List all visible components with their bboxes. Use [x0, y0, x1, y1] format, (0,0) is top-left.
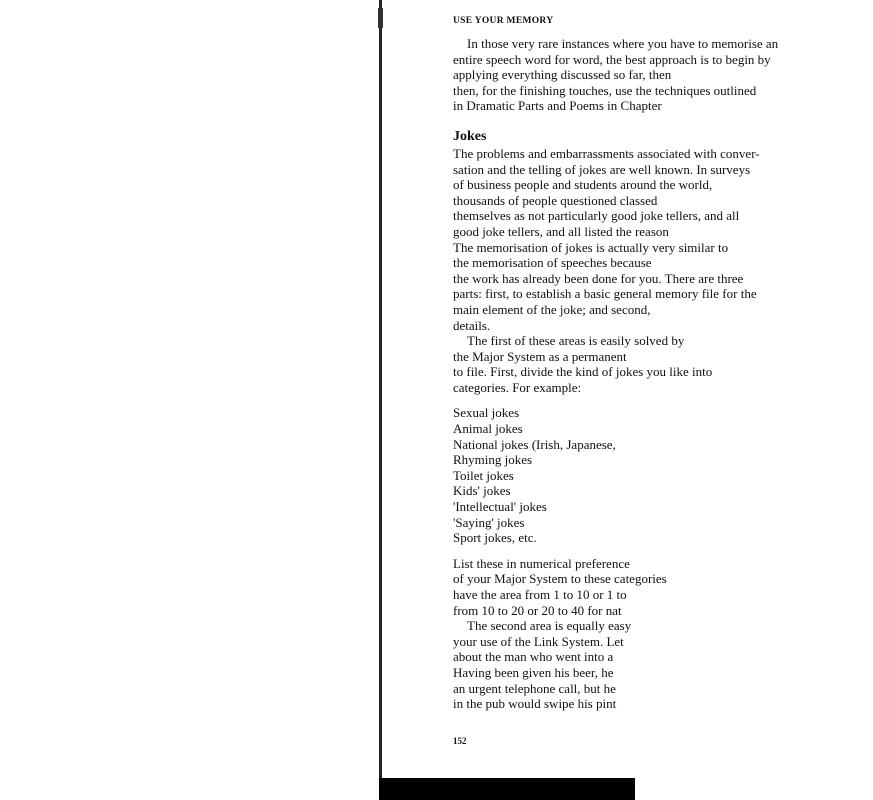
text-line: from 10 to 20 or 20 to 40 for nat — [453, 602, 622, 618]
text-line: parts: first, to establish a basic general memory file for the — [453, 286, 757, 302]
text-line: entire speech word for word, the best approach is to begin by — [453, 51, 771, 67]
list-item: 'Intellectual' jokes — [453, 499, 547, 515]
list-item: Toilet jokes — [453, 467, 514, 483]
text-line: main element of the joke; and second, — [453, 301, 651, 317]
text-line: in Dramatic Parts and Poems in Chapter — [453, 98, 662, 114]
list-item: National jokes (Irish, Japanese, — [453, 436, 616, 452]
spacer — [453, 395, 873, 405]
text-line: of business people and students around the world, — [453, 177, 713, 193]
text-line: have the area from 1 to 10 or 1 to — [453, 587, 627, 602]
text-line: In those very rare instances where you have to memorise an — [467, 36, 779, 51]
text-line: good joke tellers, and all listed the reason — [453, 223, 669, 239]
text-line: about the man who went into a — [453, 649, 614, 665]
page-number: 152 — [453, 736, 467, 746]
text-line: then, for the finishing touches, use the techniques outlined — [453, 82, 757, 98]
list-item: Kids' jokes — [453, 483, 511, 499]
text-line: details. — [453, 317, 491, 333]
text-line: the memorisation of speeches because — [453, 255, 652, 271]
text-line: The problems and embarrassments associated with conver- — [453, 145, 760, 161]
paragraph-jokes-intro — [453, 146, 873, 333]
text-line: Having been given his beer, he — [453, 664, 614, 680]
list-item: Rhyming jokes — [453, 452, 533, 468]
text-line: to file. First, divide the kind of jokes you like into — [453, 364, 713, 380]
text-line: the Major System as a permanent — [453, 348, 627, 364]
text-line: categories. For example: — [453, 379, 582, 395]
text-line: your use of the Link System. Let — [453, 633, 624, 649]
running-head: USE YOUR MEMORY — [453, 16, 554, 26]
text-line: an urgent telephone call, but he — [453, 680, 616, 696]
section-heading-jokes: Jokes — [453, 128, 487, 144]
text-line: List these in numerical preference — [453, 555, 630, 571]
text-line: The second area is equally easy — [467, 618, 632, 634]
text-line: thousands of people questioned classed — [453, 192, 658, 208]
text-line: applying everything discussed so far, then — [453, 67, 672, 83]
text-line: The first of these areas is easily solved by — [467, 333, 685, 349]
list-item: Sport jokes, etc. — [453, 530, 537, 546]
joke-category-list — [453, 405, 873, 545]
paragraph-first-area — [453, 333, 873, 395]
spacer — [453, 546, 873, 556]
list-item: Sexual jokes — [453, 405, 520, 421]
book-spine-gutter — [379, 0, 382, 780]
paragraph-numerical-preference — [453, 556, 873, 618]
text-line: the work has already been done for you. There are three — [453, 270, 744, 286]
text-line: sation and the telling of jokes are well known. In surveys — [453, 161, 751, 177]
text-line: themselves as not particularly good joke tellers, and all — [453, 208, 740, 224]
paragraph-speech — [453, 36, 873, 114]
paragraph-second-area — [453, 618, 873, 712]
list-item: 'Saying' jokes — [453, 514, 525, 530]
page-body — [453, 36, 873, 712]
scan-bottom-edge — [379, 778, 635, 800]
text-line: The memorisation of jokes is actually very similar to — [453, 239, 729, 255]
list-item: Animal jokes — [453, 421, 523, 437]
gutter-mark — [378, 8, 383, 28]
text-line: of your Major System to these categories — [453, 571, 667, 587]
book-page — [453, 16, 873, 712]
text-line: in the pub would swipe his pint — [453, 696, 617, 712]
